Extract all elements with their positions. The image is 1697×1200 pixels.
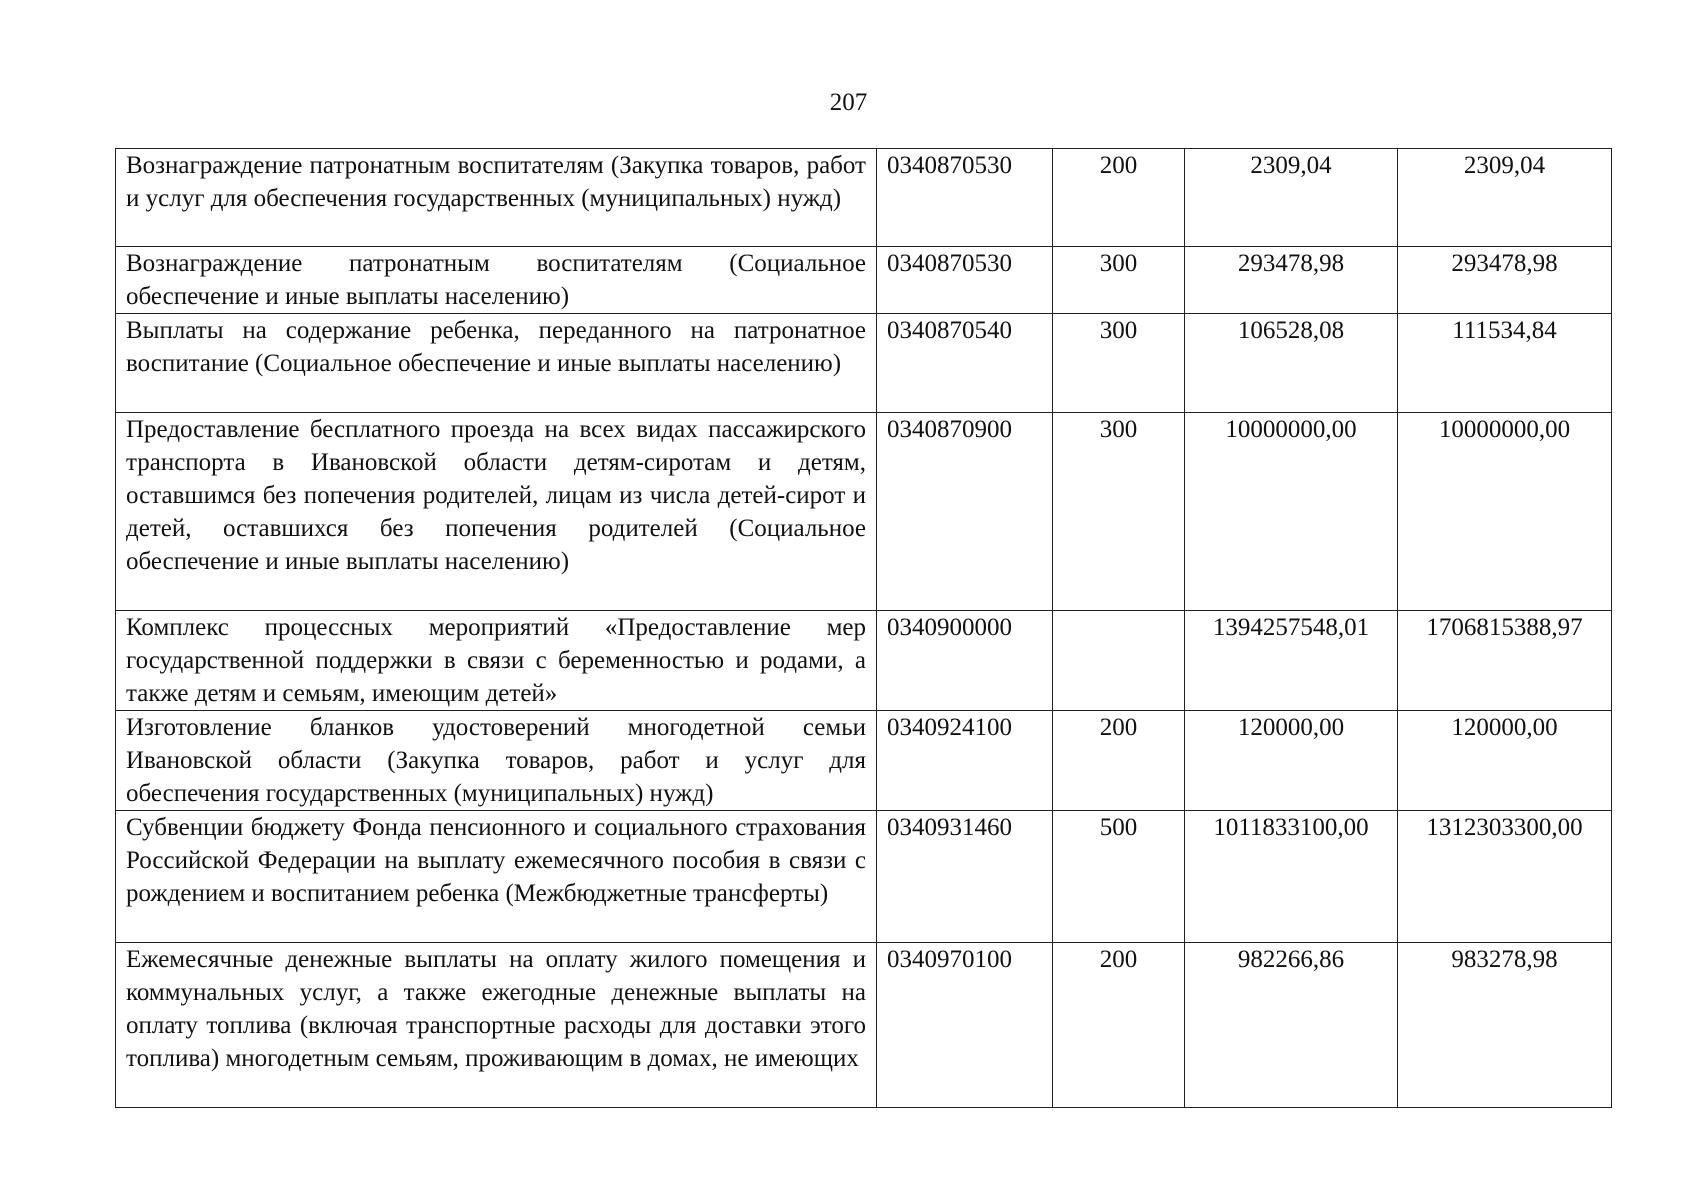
- row-expense-type: 300: [1053, 413, 1185, 611]
- row-amount-2: 1706815388,97: [1398, 611, 1612, 711]
- row-target-code: 0340900000: [877, 611, 1053, 711]
- row-expense-type: 500: [1053, 811, 1185, 943]
- page-number: 207: [829, 89, 868, 116]
- table-row: [116, 611, 1612, 711]
- row-amount-1: 2309,04: [1185, 149, 1398, 247]
- row-expense-type: 200: [1053, 711, 1185, 811]
- row-amount-1: 1394257548,01: [1185, 611, 1398, 711]
- row-amount-2: 120000,00: [1398, 711, 1612, 811]
- row-description: Комплекс процессных мероприятий «Предоставление мер государственной поддержки в связи с беременностью и родами, а также детям и семьям, имеющим детей»: [116, 611, 877, 711]
- table-row: [116, 247, 1612, 314]
- table-row: [116, 811, 1612, 943]
- row-target-code: 0340924100: [877, 711, 1053, 811]
- row-expense-type: 200: [1053, 149, 1185, 247]
- row-amount-2: 1312303300,00: [1398, 811, 1612, 943]
- row-target-code: 0340870530: [877, 247, 1053, 314]
- row-description: Выплаты на содержание ребенка, переданного на патронатное воспитание (Социальное обеспечение и иные выплаты населению): [116, 314, 877, 413]
- row-description: Ежемесячные денежные выплаты на оплату жилого помещения и коммунальных услуг, а также ежегодные денежные выплаты на оплату топлива (включая транспортные расходы для доставки этого топлива) многодетным семьям, проживающим в домах, не имеющих: [116, 943, 877, 1108]
- table-row: [116, 413, 1612, 611]
- row-amount-2: 2309,04: [1398, 149, 1612, 247]
- table-row: [116, 314, 1612, 413]
- row-expense-type: 300: [1053, 314, 1185, 413]
- row-description: Вознаграждение патронатным воспитателям (Социальное обеспечение и иные выплаты населению): [116, 247, 877, 314]
- row-amount-1: 10000000,00: [1185, 413, 1398, 611]
- budget-table: [115, 148, 1612, 1108]
- row-target-code: 0340931460: [877, 811, 1053, 943]
- row-target-code: 0340870900: [877, 413, 1053, 611]
- row-amount-1: 1011833100,00: [1185, 811, 1398, 943]
- row-amount-2: 293478,98: [1398, 247, 1612, 314]
- table-row: [116, 943, 1612, 1108]
- row-amount-1: 982266,86: [1185, 943, 1398, 1108]
- row-expense-type: 300: [1053, 247, 1185, 314]
- row-description: Предоставление бесплатного проезда на всех видах пассажирского транспорта в Ивановской области детям-сиротам и детям, оставшимся без попечения родителей, лицам из числа детей-сирот и детей, оставшихся без попечения родителей (Социальное обеспечение и иные выплаты населению): [116, 413, 877, 611]
- row-expense-type: [1053, 611, 1185, 711]
- row-target-code: 0340870540: [877, 314, 1053, 413]
- row-amount-2: 10000000,00: [1398, 413, 1612, 611]
- row-target-code: 0340970100: [877, 943, 1053, 1108]
- row-amount-2: 111534,84: [1398, 314, 1612, 413]
- row-amount-2: 983278,98: [1398, 943, 1612, 1108]
- row-amount-1: 120000,00: [1185, 711, 1398, 811]
- table-row: [116, 149, 1612, 247]
- row-description: Вознаграждение патронатным воспитателям (Закупка товаров, работ и услуг для обеспечения государственных (муниципальных) нужд): [116, 149, 877, 247]
- row-target-code: 0340870530: [877, 149, 1053, 247]
- row-expense-type: 200: [1053, 943, 1185, 1108]
- row-amount-1: 293478,98: [1185, 247, 1398, 314]
- row-amount-1: 106528,08: [1185, 314, 1398, 413]
- table-row: [116, 711, 1612, 811]
- row-description: Субвенции бюджету Фонда пенсионного и социального страхования Российской Федерации на выплату ежемесячного пособия в связи с рождением и воспитанием ребенка (Межбюджетные трансферты): [116, 811, 877, 943]
- row-description: Изготовление бланков удостоверений многодетной семьи Ивановской области (Закупка товаров, работ и услуг для обеспечения государственных (муниципальных) нужд): [116, 711, 877, 811]
